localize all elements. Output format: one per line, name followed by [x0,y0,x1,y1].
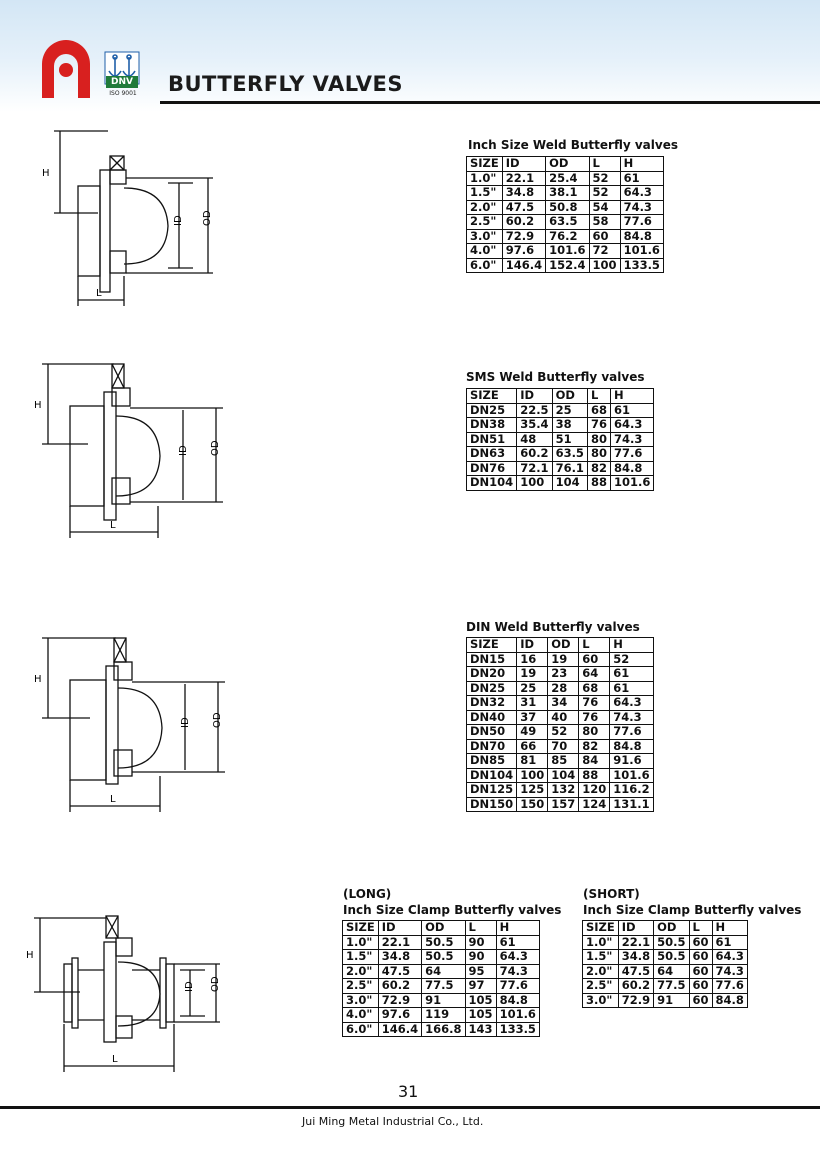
column-header: L [465,921,496,936]
table-cell: 84 [579,754,610,769]
table-cell: 72.9 [618,993,653,1008]
table-row [467,403,654,418]
table-cell: 47.5 [618,964,653,979]
inch-weld-table-title: Inch Size Weld Butterfly valves [468,138,678,152]
table-cell: 19 [548,652,579,667]
table-cell: 1.5" [583,950,619,965]
table-cell: 48 [517,432,552,447]
column-header: H [610,638,653,653]
table-cell: 1.0" [343,935,379,950]
column-header: SIZE [583,921,619,936]
table-cell: DN25 [467,681,517,696]
table-cell: 47.5 [378,964,421,979]
column-header: SIZE [467,157,503,172]
table-cell: 6.0" [343,1022,379,1037]
table-cell: 132 [548,783,579,798]
table-cell: 72 [589,244,620,259]
column-header: SIZE [343,921,379,936]
table-cell: DN76 [467,461,517,476]
column-header: L [589,157,620,172]
table-cell: 157 [548,797,579,812]
table-cell: 3.0" [467,229,503,244]
table-cell: 60 [589,229,620,244]
table-cell: 97.6 [378,1008,421,1023]
table-cell: 50.5 [654,950,689,965]
table-cell: 68 [587,403,610,418]
table-cell: 60 [689,935,712,950]
table-cell: 77.6 [496,979,539,994]
table-cell: 97 [465,979,496,994]
table-cell: 143 [465,1022,496,1037]
table-cell: 60 [579,652,610,667]
table-row [583,993,748,1008]
table-row [343,979,540,994]
table-cell: DN85 [467,754,517,769]
table-cell: 74.3 [610,432,653,447]
table-cell: 76.1 [552,461,587,476]
table-cell: 77.6 [610,447,653,462]
table-cell: 34 [548,696,579,711]
clamp-long-table-title: Inch Size Clamp Butterfly valves [343,903,562,917]
table-cell: 82 [579,739,610,754]
sms-weld-table [466,388,654,491]
table-cell: 101.6 [496,1008,539,1023]
table-cell: 2.0" [467,200,503,215]
table-cell: 35.4 [517,418,552,433]
table-cell: DN104 [467,476,517,491]
height-label: H [34,400,42,411]
table-cell: 119 [422,1008,465,1023]
table-cell: 60.2 [378,979,421,994]
table-cell: 49 [517,725,548,740]
table-cell: 101.6 [610,476,653,491]
table-cell: 120 [579,783,610,798]
table-cell: DN20 [467,667,517,682]
column-header: SIZE [467,638,517,653]
table-cell: 104 [548,768,579,783]
table-cell: 82 [587,461,610,476]
table-cell: 150 [517,797,548,812]
table-row [583,935,748,950]
column-header: OD [552,389,587,404]
header-divider [160,101,820,104]
table-cell: 125 [517,783,548,798]
table-row [583,979,748,994]
table-cell: 97.6 [502,244,545,259]
table-cell: 2.0" [583,964,619,979]
table-cell: 80 [587,432,610,447]
table-cell: 101.6 [620,244,663,259]
table-cell: DN25 [467,403,517,418]
table-cell: 61 [496,935,539,950]
din-weld-table [466,637,654,812]
table-cell: 61 [610,681,653,696]
table-row [467,667,654,682]
column-header: ID [517,638,548,653]
table-cell: 133.5 [620,258,663,273]
table-cell: 77.6 [620,215,663,230]
table-cell: 84.8 [610,461,653,476]
od-label: OD [210,440,221,456]
table-cell: 77.6 [712,979,747,994]
table-cell: 72.1 [517,461,552,476]
table-row [467,725,654,740]
table-header-row [583,921,748,936]
table-cell: 84.8 [496,993,539,1008]
table-cell: 52 [589,171,620,186]
table-cell: 22.1 [618,935,653,950]
table-cell: DN38 [467,418,517,433]
table-cell: 105 [465,1008,496,1023]
table-cell: 77.5 [422,979,465,994]
table-cell: 38.1 [546,186,589,201]
table-cell: 22.1 [378,935,421,950]
clamp-valve-diagram [20,912,260,1074]
table-cell: 166.8 [422,1022,465,1037]
table-row [467,710,654,725]
column-header: ID [378,921,421,936]
page-number: 31 [398,1082,419,1101]
table-cell: 34.8 [502,186,545,201]
table-cell: 100 [517,476,552,491]
table-row [467,418,654,433]
table-row [467,258,664,273]
column-header: OD [546,157,589,172]
table-cell: 64.3 [610,696,653,711]
table-cell: 2.0" [343,964,379,979]
table-cell: 76.2 [546,229,589,244]
table-header-row [467,157,664,172]
height-label: H [34,674,42,685]
table-cell: 61 [610,667,653,682]
table-cell: 77.6 [610,725,653,740]
table-row [467,797,654,812]
table-cell: 60 [689,964,712,979]
table-cell: 34.8 [618,950,653,965]
table-cell: DN32 [467,696,517,711]
table-row [467,696,654,711]
table-cell: 76 [587,418,610,433]
table-cell: 3.0" [343,993,379,1008]
table-cell: 52 [610,652,653,667]
od-label: OD [210,976,221,992]
table-row [343,950,540,965]
od-label: OD [212,712,223,728]
length-label: L [110,794,116,805]
table-cell: 88 [587,476,610,491]
table-cell: DN125 [467,783,517,798]
id-label: ID [178,445,189,456]
clamp-long-label: (LONG) [343,887,392,901]
table-cell: 85 [548,754,579,769]
table-cell: 72.9 [502,229,545,244]
column-header: H [620,157,663,172]
column-header: H [610,389,653,404]
table-row [343,993,540,1008]
table-row [583,964,748,979]
table-cell: 47.5 [502,200,545,215]
table-cell: 91 [422,993,465,1008]
table-cell: 37 [517,710,548,725]
od-label: OD [202,210,213,226]
table-header-row [467,638,654,653]
table-cell: 22.1 [502,171,545,186]
table-cell: 50.5 [422,935,465,950]
table-cell: 100 [589,258,620,273]
table-cell: 76 [579,710,610,725]
table-cell: DN150 [467,797,517,812]
table-cell: 4.0" [467,244,503,259]
sms-weld-table-title: SMS Weld Butterfly valves [466,370,645,384]
table-cell: 50.5 [654,935,689,950]
table-cell: DN63 [467,447,517,462]
table-row [467,171,664,186]
clamp-short-table-title: Inch Size Clamp Butterfly valves [583,903,802,917]
table-row [467,215,664,230]
table-row [467,783,654,798]
table-cell: 64 [654,964,689,979]
table-cell: 70 [548,739,579,754]
table-cell: 131.1 [610,797,653,812]
table-cell: 64 [422,964,465,979]
table-cell: 25 [517,681,548,696]
table-row [467,461,654,476]
column-header: H [712,921,747,936]
id-label: ID [184,981,195,992]
jui-ming-logo-icon [40,40,92,98]
column-header: ID [502,157,545,172]
table-cell: 64.3 [620,186,663,201]
table-cell: 60 [689,950,712,965]
cert-badge: DNV [106,76,138,88]
table-cell: 80 [587,447,610,462]
table-cell: 22.5 [517,403,552,418]
table-cell: 1.5" [467,186,503,201]
din-weld-table-title: DIN Weld Butterfly valves [466,620,640,634]
table-cell: 1.5" [343,950,379,965]
table-row [467,652,654,667]
table-cell: 68 [579,681,610,696]
table-cell: 61 [620,171,663,186]
table-cell: 54 [589,200,620,215]
table-cell: 74.3 [712,964,747,979]
table-cell: DN40 [467,710,517,725]
table-cell: 38 [552,418,587,433]
table-cell: 64.3 [712,950,747,965]
table-cell: 90 [465,935,496,950]
table-cell: 146.4 [378,1022,421,1037]
table-cell: 52 [548,725,579,740]
table-cell: 84.8 [620,229,663,244]
table-row [343,1022,540,1037]
din-weld-valve-diagram [30,632,230,814]
table-cell: DN51 [467,432,517,447]
table-cell: 116.2 [610,783,653,798]
table-cell: 133.5 [496,1022,539,1037]
table-row [343,935,540,950]
inch-weld-table [466,156,664,273]
column-header: L [579,638,610,653]
cert-standard: ISO 9001 [109,90,137,97]
table-cell: 58 [589,215,620,230]
table-cell: 84.8 [712,993,747,1008]
table-row [467,432,654,447]
table-cell: 25.4 [546,171,589,186]
table-cell: 74.3 [496,964,539,979]
table-cell: DN15 [467,652,517,667]
table-cell: 76 [579,696,610,711]
table-cell: 60.2 [618,979,653,994]
table-cell: 152.4 [546,258,589,273]
table-cell: 31 [517,696,548,711]
table-row [467,186,664,201]
table-cell: 3.0" [583,993,619,1008]
table-cell: 90 [465,950,496,965]
table-header-row [343,921,540,936]
clamp-short-label: (SHORT) [583,887,640,901]
table-cell: DN104 [467,768,517,783]
table-cell: 63.5 [546,215,589,230]
table-row [467,447,654,462]
table-cell: 61 [610,403,653,418]
table-cell: 80 [579,725,610,740]
column-header: SIZE [467,389,517,404]
column-header: H [496,921,539,936]
id-label: ID [173,215,184,226]
company-name: Jui Ming Metal Industrial Co., Ltd. [302,1115,484,1128]
table-cell: 101.6 [610,768,653,783]
table-cell: 1.0" [467,171,503,186]
table-cell: 124 [579,797,610,812]
table-cell: 104 [552,476,587,491]
column-header: ID [618,921,653,936]
table-cell: 34.8 [378,950,421,965]
table-cell: 61 [712,935,747,950]
table-cell: 16 [517,652,548,667]
table-cell: 74.3 [620,200,663,215]
table-cell: 91 [654,993,689,1008]
table-cell: 77.5 [654,979,689,994]
table-cell: 64.3 [610,418,653,433]
table-cell: 81 [517,754,548,769]
table-cell: 23 [548,667,579,682]
column-header: L [689,921,712,936]
table-cell: 66 [517,739,548,754]
clamp-long-table [342,920,540,1037]
column-header: OD [548,638,579,653]
table-cell: 40 [548,710,579,725]
table-cell: 6.0" [467,258,503,273]
table-row [467,739,654,754]
column-header: L [587,389,610,404]
table-cell: 72.9 [378,993,421,1008]
table-cell: 146.4 [502,258,545,273]
table-row [343,1008,540,1023]
table-cell: DN70 [467,739,517,754]
sms-weld-valve-diagram [28,358,228,540]
column-header: OD [422,921,465,936]
table-row [467,754,654,769]
table-row [467,229,664,244]
table-cell: 64.3 [496,950,539,965]
height-label: H [26,950,34,961]
table-cell: 95 [465,964,496,979]
length-label: L [96,288,102,299]
page-title: BUTTERFLY VALVES [168,72,403,96]
table-cell: 60.2 [517,447,552,462]
table-row [467,244,664,259]
table-cell: 91.6 [610,754,653,769]
table-cell: 2.5" [467,215,503,230]
table-cell: 52 [589,186,620,201]
table-cell: 28 [548,681,579,696]
table-row [467,476,654,491]
table-cell: 60 [689,979,712,994]
table-header-row [467,389,654,404]
height-label: H [42,168,50,179]
table-cell: 105 [465,993,496,1008]
table-row [467,681,654,696]
table-cell: 50.8 [546,200,589,215]
clamp-short-table [582,920,748,1008]
table-cell: 101.6 [546,244,589,259]
table-row [343,964,540,979]
table-cell: 51 [552,432,587,447]
table-cell: 74.3 [610,710,653,725]
table-cell: 1.0" [583,935,619,950]
inch-weld-valve-diagram [38,128,228,308]
table-cell: 60.2 [502,215,545,230]
footer-divider [0,1106,820,1109]
length-label: L [112,1054,118,1065]
table-cell: 88 [579,768,610,783]
table-row [467,768,654,783]
table-cell: 63.5 [552,447,587,462]
table-cell: 100 [517,768,548,783]
column-header: ID [517,389,552,404]
table-cell: 19 [517,667,548,682]
id-label: ID [180,717,191,728]
table-cell: 50.5 [422,950,465,965]
table-cell: 25 [552,403,587,418]
table-cell: 2.5" [583,979,619,994]
table-cell: DN50 [467,725,517,740]
table-cell: 2.5" [343,979,379,994]
column-header: OD [654,921,689,936]
table-cell: 64 [579,667,610,682]
table-cell: 4.0" [343,1008,379,1023]
table-cell: 84.8 [610,739,653,754]
table-row [467,200,664,215]
length-label: L [110,520,116,531]
table-row [583,950,748,965]
table-cell: 60 [689,993,712,1008]
